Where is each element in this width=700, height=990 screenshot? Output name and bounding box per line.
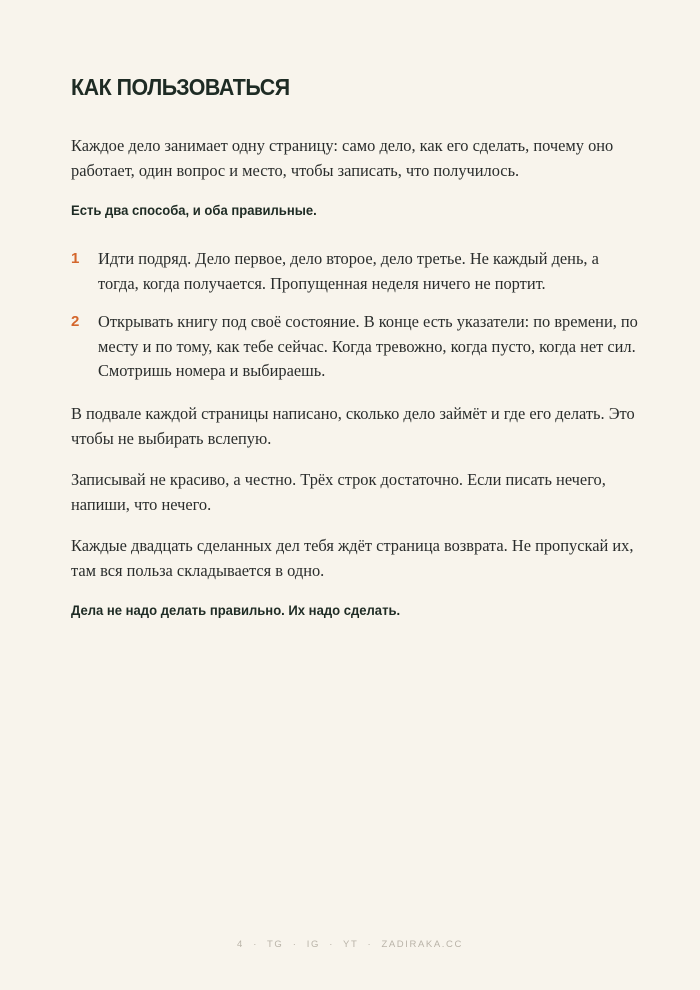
footer-separator: · (329, 939, 334, 950)
page-footer (0, 939, 700, 950)
two-ways-note: Есть два способа, и оба правильные. (71, 203, 317, 219)
page-number: 4 (237, 939, 244, 950)
list-item-number: 2 (71, 313, 80, 330)
footer-separator: · (292, 939, 298, 950)
list-item-number: 1 (71, 250, 80, 267)
basement-paragraph: В подвале каждой страницы написано, сколько дело займёт и где его делать. Это чтобы не выбирать вслепую. (71, 404, 635, 448)
write-paragraph: Записывай не красиво, а честно. Трёх строк достаточно. Если писать нечего, напиши, что нечего. (71, 470, 606, 514)
footer-separator: · (367, 939, 373, 950)
list-item-text: Идти подряд. Дело первое, дело второе, дело третье. Не каждый день, а тогда, когда получается. Пропущенная неделя ничего не портит. (98, 249, 599, 293)
list-item (71, 247, 641, 296)
final-note: Дела не надо делать правильно. Их надо сделать. (71, 603, 401, 619)
list-item-text: Открывать книгу под своё состояние. В конце есть указатели: по времени, по месту и по тому, как тебе сейчас. Когда тревожно, когда пусто, когда нет сил. Смотришь номера и выбираешь. (98, 312, 638, 380)
return-paragraph: Каждые двадцать сделанных дел тебя ждёт страница возврата. Не пропускай их, там вся польза складывается в одно. (71, 536, 634, 580)
footer-link-tg[interactable]: TG (267, 939, 284, 950)
list-item (71, 310, 641, 384)
footer-separator: · (253, 939, 258, 950)
page-title: КАК ПОЛЬЗОВАТЬСЯ (71, 74, 290, 100)
footer-link-yt[interactable]: YT (343, 939, 359, 950)
ways-list (71, 247, 641, 398)
intro-paragraph: Каждое дело занимает одну страницу: само дело, как его сделать, почему оно работает, один вопрос и место, чтобы записать, что получилось. (71, 136, 614, 180)
footer-link-site[interactable]: ZADIRAKA.CC (381, 939, 463, 950)
footer-link-ig[interactable]: IG (306, 939, 320, 950)
